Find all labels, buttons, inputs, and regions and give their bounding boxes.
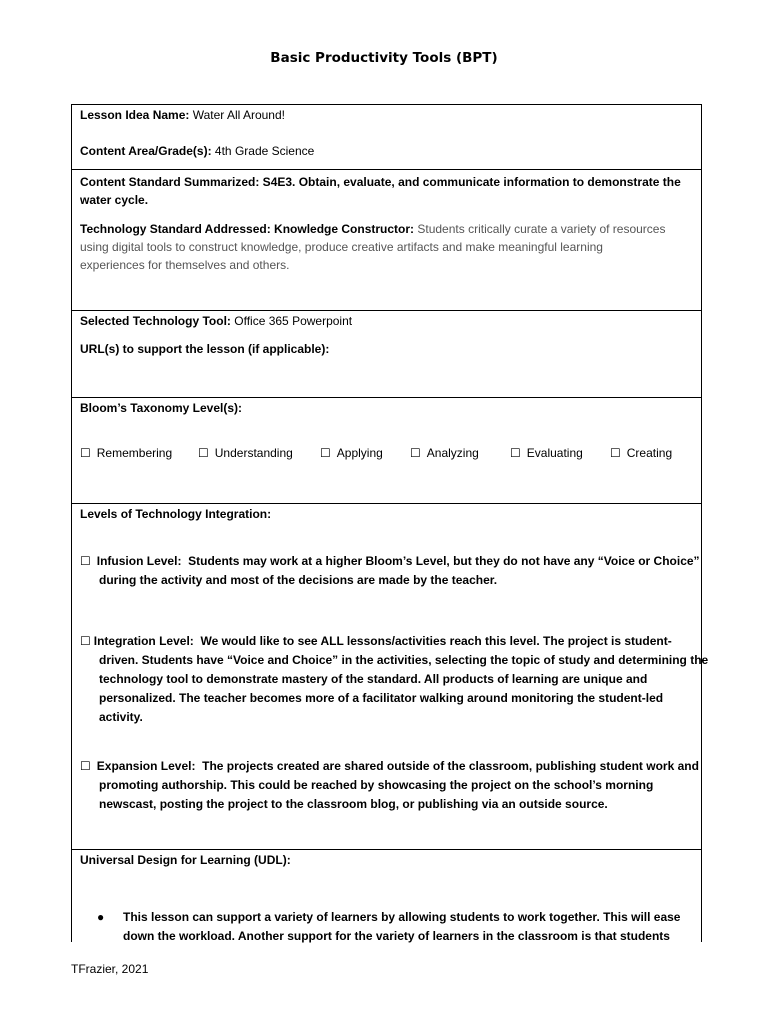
lesson-idea-row [72,105,701,169]
tech-standard-line3: experiences for themselves and others. [80,258,290,272]
content-area-label: Content Area/Grade(s): [80,144,212,158]
lesson-idea-field [80,106,285,124]
footer-credit: TFrazier, 2021 [71,962,149,976]
checkbox-icon[interactable]: ☐ [80,634,91,648]
expansion-level: ☐ Expansion Level: The projects created are shared outside of the classroom, publishing student work and promoting authorship. This could be reached by showcasing the project on the school’s morning newscast, posting the project to the classroom blog, or publishing via an outside source. [80,759,699,811]
infusion-level: ☐ Infusion Level: Students may work at a higher Bloom’s Level, but they do not have any “Voice or Choice” during the activity and most of the decisions are made by the teacher. [80,554,700,587]
standards-row [72,169,701,310]
tech-tool-label: Selected Technology Tool: [80,314,231,328]
tech-tool-value: Office 365 Powerpoint [234,314,353,328]
blooms-option-remembering[interactable]: ☐ Remembering [80,446,173,460]
blooms-option-evaluating[interactable]: ☐ Evaluating [510,446,583,460]
blooms-row [72,397,701,503]
lesson-idea-value: Water All Around! [192,108,285,122]
urls-label: URL(s) to support the lesson (if applicable): [80,342,330,356]
checkbox-icon[interactable]: ☐ [80,759,91,773]
page-title: Basic Productivity Tools (BPT) [270,50,498,66]
udl-bullet-item: ● This lesson can support a variety of learners by allowing students to work together. This will ease down the workload. Another support for the variety of learners in the classroom is that students [97,910,681,943]
tech-standard-text1: Students critically curate a variety of resources [417,222,666,236]
tech-standard-label: Technology Standard Addressed: Knowledge Constructor: [80,222,415,236]
integration-row [72,503,709,849]
integration-label: Levels of Technology Integration: [80,507,272,521]
blooms-option-understanding[interactable]: ☐ Understanding [198,446,293,460]
tech-standard-line2: using digital tools to construct knowledge, produce creative artifacts and make meaningful learning [80,240,603,254]
tech-tool-row [72,310,701,397]
tech-standard-line1 [80,220,665,238]
integration-level: ☐ Integration Level: We would like to see ALL lessons/activities reach this level. The project is student- driven. Students have “Voice and Choice” in the activities, selecting the topic of study and determining the technology tool to demonstrate mastery of the standard. All products of learning are unique and personalized. The teacher becomes more of a facilitator walking around monitoring the student-led activity. [80,634,709,724]
content-area-value: 4th Grade Science [214,144,315,158]
blooms-option-creating[interactable]: ☐ Creating [610,446,673,460]
checkbox-icon[interactable]: ☐ [410,446,421,460]
lesson-plan-table [71,104,709,943]
tech-tool-field [80,312,352,330]
udl-row [72,849,701,943]
content-area-field [80,142,314,160]
lesson-idea-label: Lesson Idea Name: [80,108,190,122]
blooms-label: Bloom’s Taxonomy Level(s): [80,401,243,415]
checkbox-icon[interactable]: ☐ [610,446,621,460]
content-standard-line1: Content Standard Summarized: S4E3. Obtain, evaluate, and communicate information to demonstrate the [80,175,681,189]
checkbox-icon[interactable]: ☐ [80,554,91,568]
udl-label: Universal Design for Learning (UDL): [80,853,291,867]
bullet-icon: ● [97,910,105,924]
content-standard-line2: water cycle. [80,193,149,207]
blooms-option-applying[interactable]: ☐ Applying [320,446,383,460]
checkbox-icon[interactable]: ☐ [320,446,331,460]
checkbox-icon[interactable]: ☐ [80,446,91,460]
blooms-option-analyzing[interactable]: ☐ Analyzing [410,446,479,460]
checkbox-icon[interactable]: ☐ [510,446,521,460]
checkbox-icon[interactable]: ☐ [198,446,209,460]
